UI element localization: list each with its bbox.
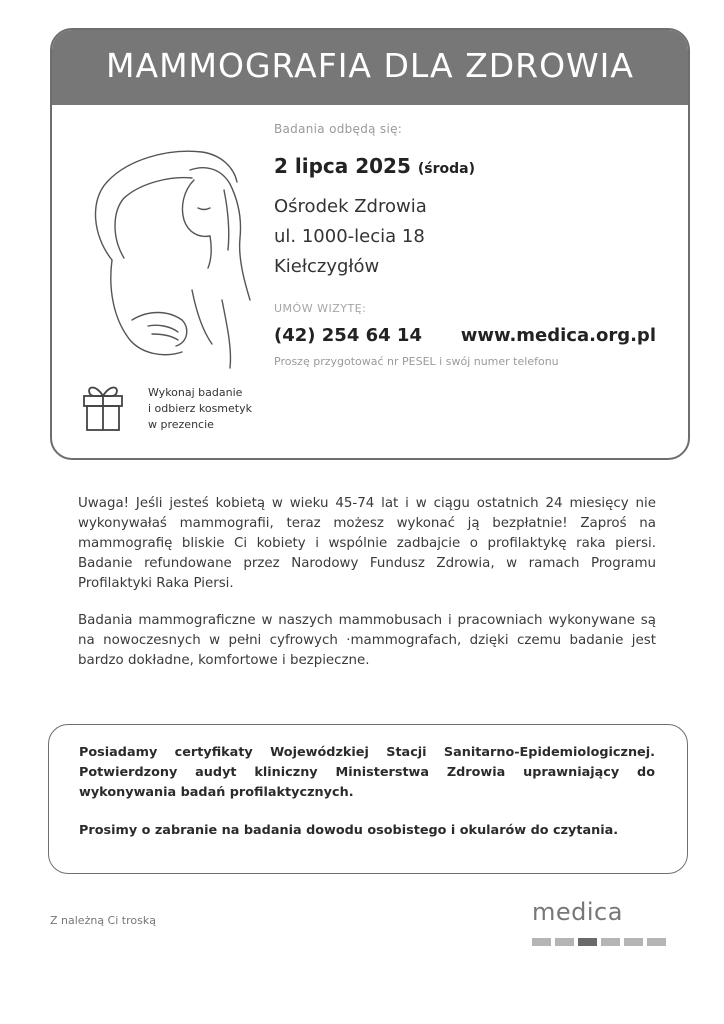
gift-line: i odbierz kosmetyk — [148, 402, 252, 415]
gift-promo-text — [148, 385, 278, 433]
appointment-label: UMÓW WIZYTĘ: — [274, 302, 367, 315]
woman-self-exam-illustration — [72, 130, 262, 370]
footer-tagline: Z należną Ci troską — [50, 914, 156, 927]
website-link[interactable]: www.medica.org.pl — [460, 325, 656, 346]
body-paragraph: Uwaga! Jeśli jesteś kobietą w wieku 45-74 lat i w ciągu ostatnich 24 miesięcy nie wykonywałaś mammografii, teraz możesz wykonać ją bezpłatnie! Zaproś na mammografię bliskie Ci kobiety i wspólnie zadbajcie o profilaktykę raka piersi. Badanie refundowane przez Narodowy Fundusz Zdrowia, w ramach Programu Profilaktyki Raka Piersi. — [78, 496, 656, 591]
page-title: MAMMOGRAFIA DLA ZDROWIA — [106, 46, 634, 85]
logo-bar — [624, 938, 643, 946]
exam-weekday: (środa) — [417, 161, 475, 177]
exam-date-label: Badania odbędą się: — [274, 122, 403, 136]
exam-date — [274, 154, 684, 178]
info-card — [50, 28, 690, 460]
logo-bars — [532, 938, 666, 946]
header-bar — [52, 30, 688, 105]
medica-logo — [526, 898, 676, 954]
notice-paragraph: Prosimy o zabranie na badania dowodu osobistego i okularów do czytania. — [79, 823, 619, 838]
logo-text: medica — [532, 898, 623, 926]
contact-row — [274, 325, 684, 351]
notice-content — [79, 743, 655, 859]
gift-line: w prezencie — [148, 418, 214, 431]
address-line: ul. 1000-lecia 18 — [274, 226, 425, 247]
address-line: Kiełczygłów — [274, 256, 380, 277]
exam-address — [274, 192, 684, 282]
notice-paragraph: Posiadamy certyfikaty Wojewódzkiej Stacji Sanitarno-Epidemiologicznej. Potwierdzony audyt kliniczny Ministerstwa Zdrowia uprawniający do wykonywania badań profilaktycznych. — [79, 745, 655, 800]
notice-card — [48, 724, 688, 874]
logo-bar — [647, 938, 666, 946]
logo-bar — [601, 938, 620, 946]
logo-bar — [578, 938, 597, 946]
body-text — [78, 494, 656, 688]
address-line: Ośrodek Zdrowia — [274, 196, 427, 217]
gift-line: Wykonaj badanie — [148, 386, 243, 399]
body-paragraph: Badania mammograficzne w naszych mammobusach i pracowniach wykonywane są na nowoczesnych w pełni cyfrowych ·mammografach, dzięki czemu badanie jest bardzo dokładne, komfortowe i bezpieczne. — [78, 613, 656, 668]
gift-icon — [80, 380, 126, 432]
pesel-note: Proszę przygotować nr PESEL i swój numer telefonu — [274, 355, 559, 368]
phone-number[interactable]: (42) 254 64 14 — [274, 325, 422, 346]
logo-bar — [532, 938, 551, 946]
logo-bar — [555, 938, 574, 946]
exam-info — [274, 122, 684, 368]
exam-date-value: 2 lipca 2025 — [274, 154, 411, 178]
